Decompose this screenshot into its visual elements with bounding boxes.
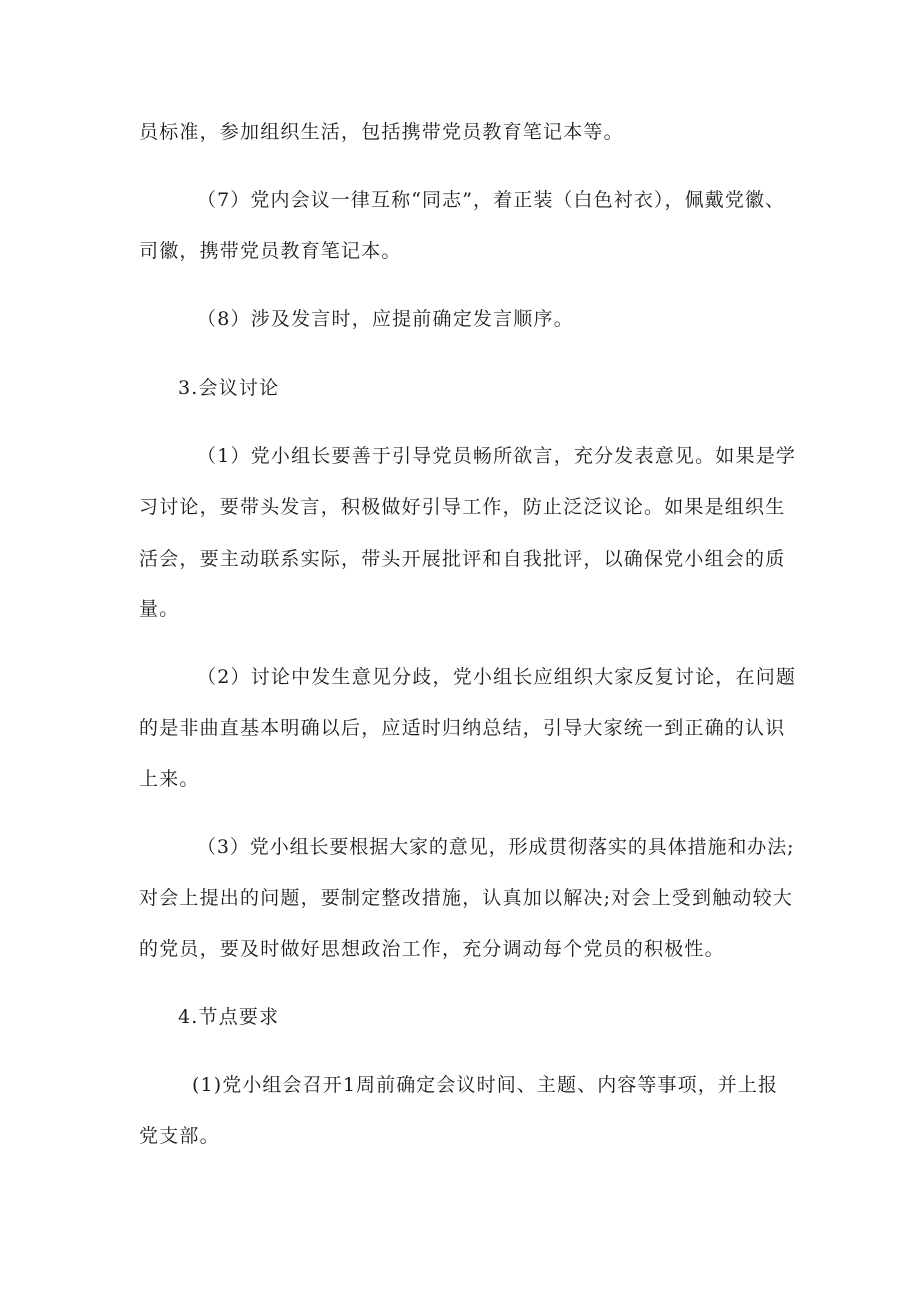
discussion-item-1-line-3: 活会，要主动联系实际，带头开展批评和自我批评，以确保党小组会的质 [139, 548, 786, 570]
discussion-item-2-line-2: 的是非曲直基本明确以后，应适时归纳总结，引导大家统一到正确的认识 [139, 717, 786, 739]
discussion-item-3-line-2: 对会上提出的问题，要制定整改措施，认真加以解决;对会上受到触动较大 [139, 887, 794, 909]
discussion-item-3-line-1: （3）党小组长要根据大家的意见，形成贯彻落实的具体措施和办法; [197, 836, 795, 858]
discussion-item-1-line-4: 量。 [139, 598, 180, 620]
discussion-item-2-line-3: 上来。 [139, 768, 200, 790]
node-item-1-line-1: (1)党小组会召开1周前确定会议时间、主题、内容等事项，并上报 [192, 1074, 779, 1096]
discussion-item-1-line-2: 习讨论，要带头发言，积极做好引导工作，防止泛泛议论。如果是组织生 [139, 496, 786, 518]
discussion-item-1-line-1: （1）党小组长要善于引导党员畅所欲言，充分发表意见。如果是学 [197, 445, 797, 467]
discussion-item-3-line-3: 的党员，要及时做好思想政治工作，充分调动每个党员的积极性。 [139, 938, 725, 960]
item-7-line-1: （7）党内会议一律互称“同志”，着正装（白色衬衣），佩戴党徽、 [197, 189, 786, 211]
item-7-line-2: 司徽，携带党员教育笔记本。 [139, 240, 402, 262]
section-heading-node-requirements: 4.节点要求 [178, 1006, 280, 1028]
section-heading-meeting-discussion: 3.会议讨论 [178, 377, 280, 399]
paragraph-continuation-line: 员标准，参加组织生活，包括携带党员教育笔记本等。 [139, 121, 624, 143]
node-item-1-line-2: 党支部。 [139, 1125, 220, 1147]
item-8-line: （8）涉及发言时，应提前确定发言顺序。 [197, 308, 574, 330]
discussion-item-2-line-1: （2）讨论中发生意见分歧，党小组长应组织大家反复讨论，在问题 [197, 666, 797, 688]
